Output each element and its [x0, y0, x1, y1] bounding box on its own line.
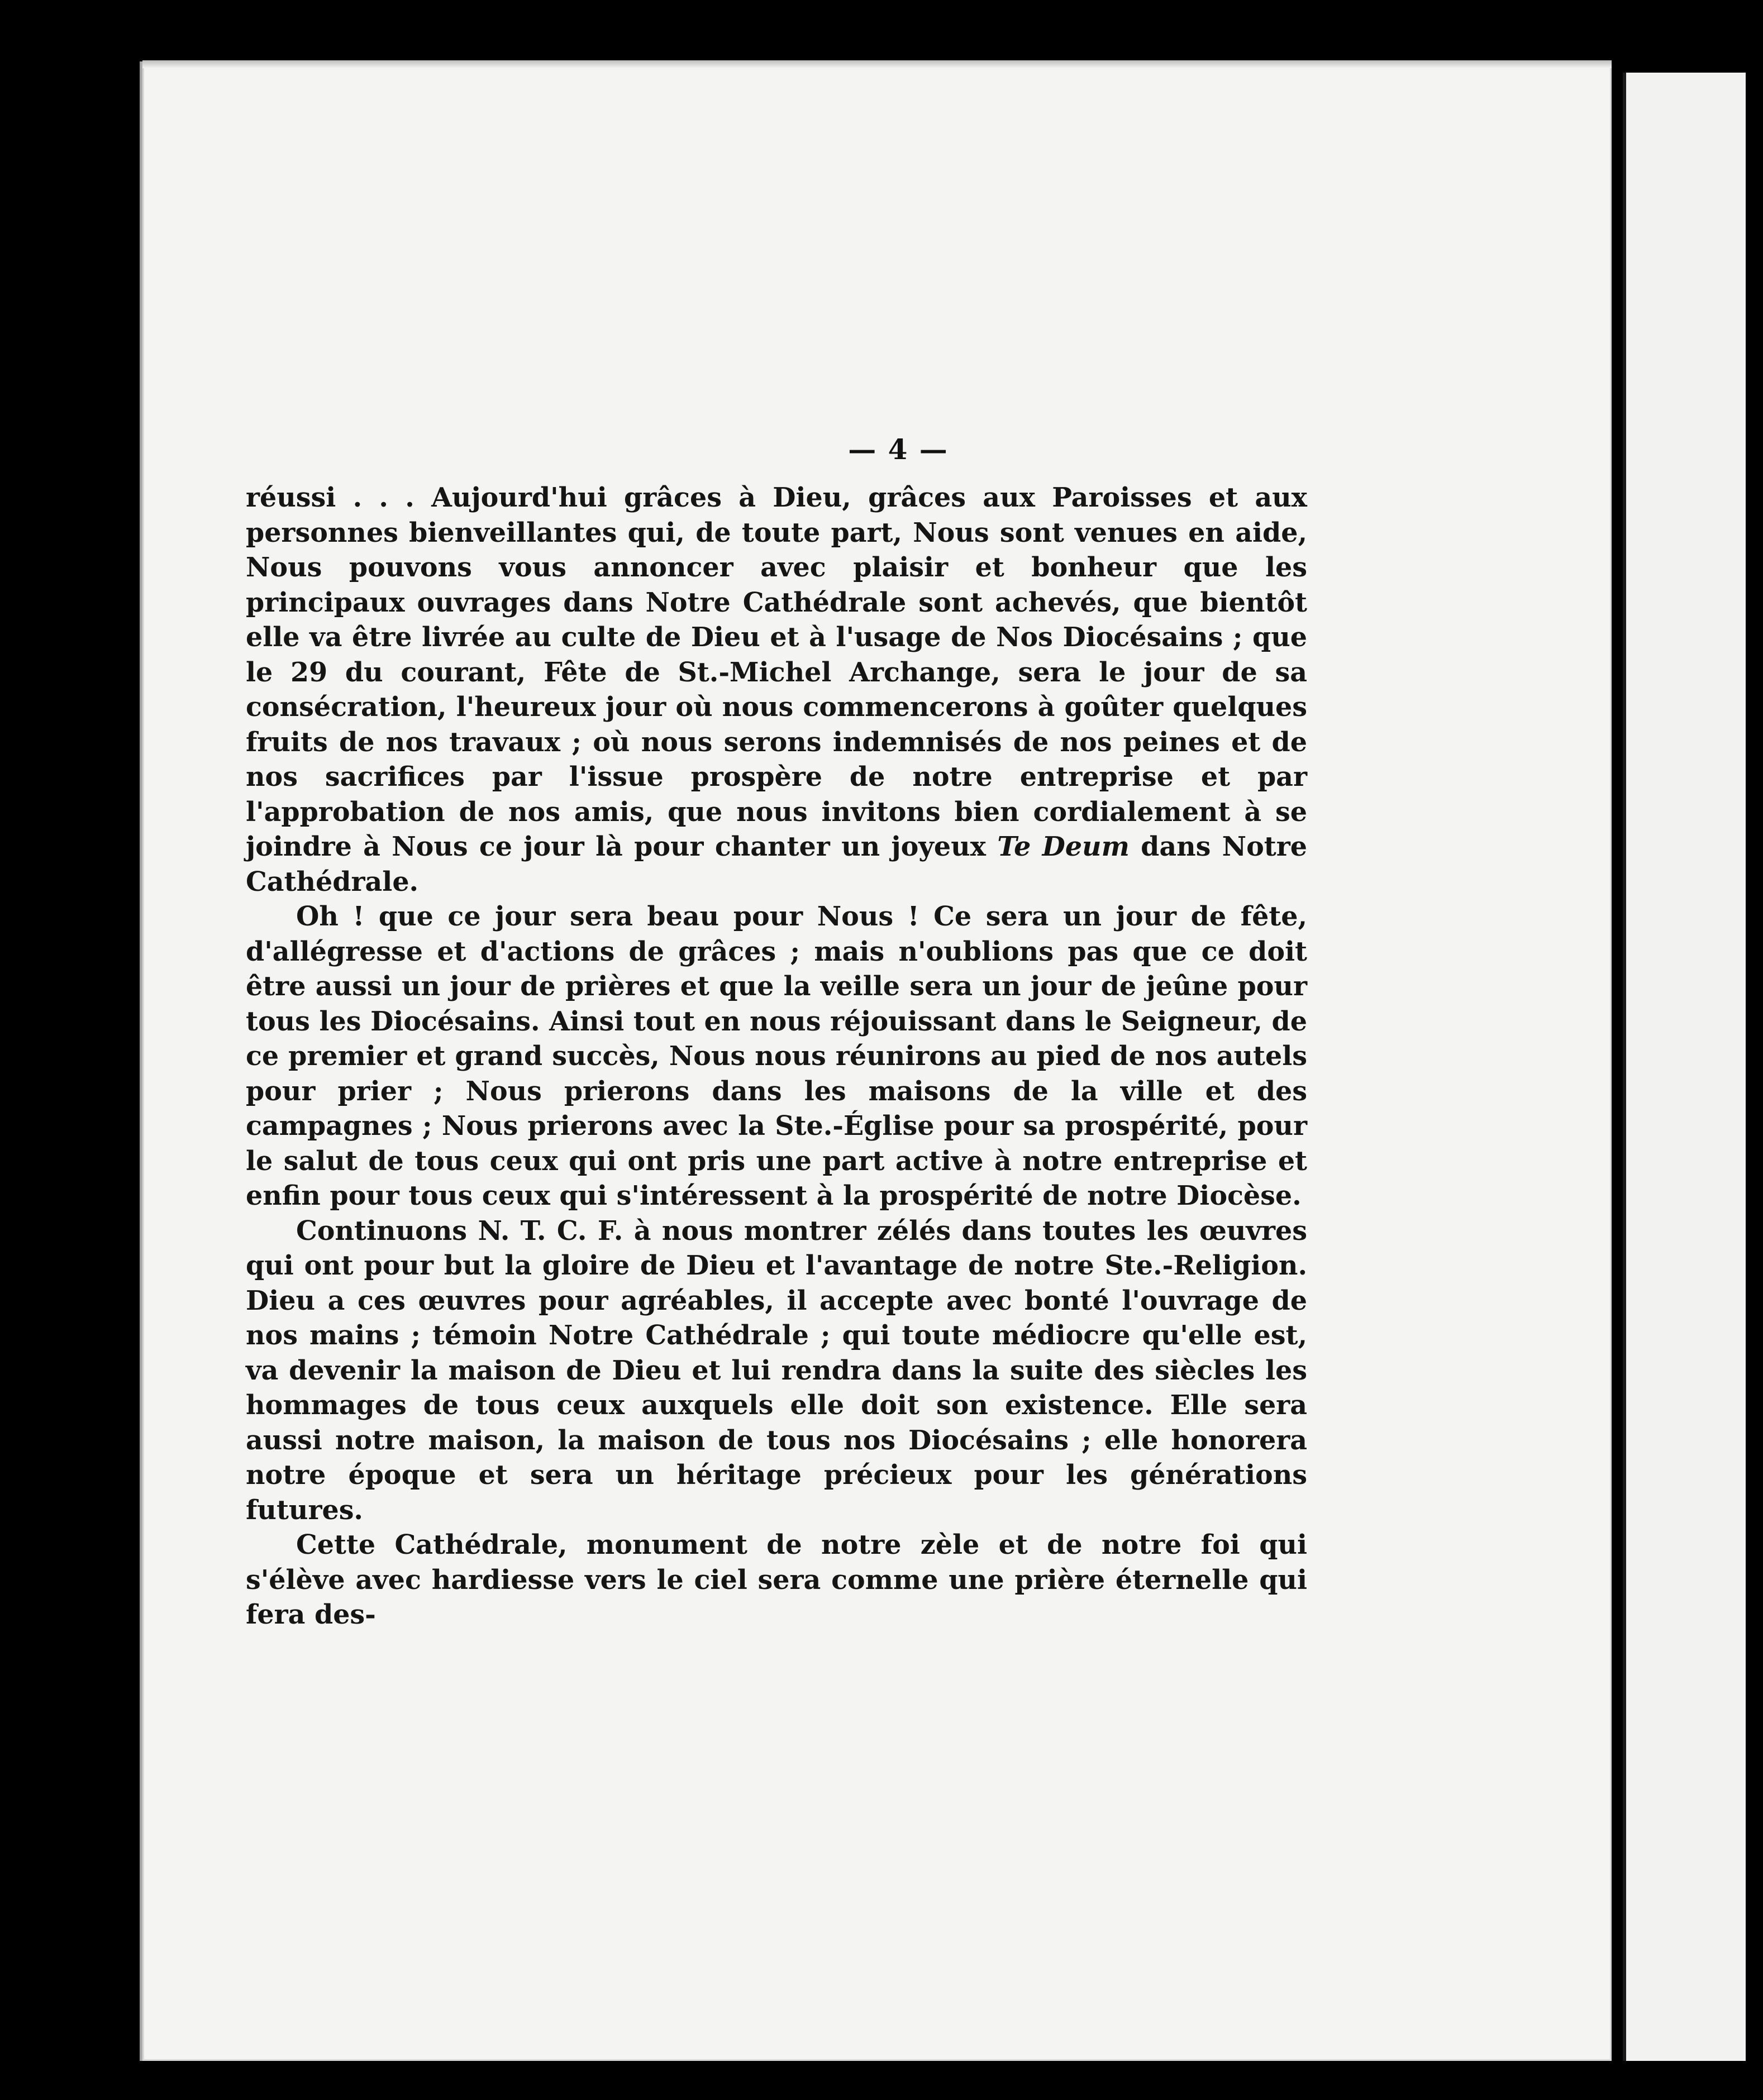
adjacent-page-strip [1623, 73, 1746, 2061]
page-number: — 4 — [848, 433, 949, 466]
body-text [246, 480, 1307, 1633]
paragraph-3: Continuons N. T. C. F. à nous montrer zélés dans toutes les œuvres qui ont pour but la gloire de Dieu et l'avantage de notre Ste.-Religion. Dieu a ces œuvres pour agréables, il accepte avec bonté l'ouvrage de nos mains ; témoin Notre Cathédrale ; qui toute médiocre qu'elle est, va devenir la maison de Dieu et lui rendra dans la suite des siècles les hommages de tous ceux auxquels elle doit son existence. Elle sera aussi notre maison, la maison de tous nos Diocésains ; elle honorera notre époque et sera un héritage précieux pour les générations futures. [246, 1215, 1307, 1526]
paragraph-1-text: réussi . . . Aujourd'hui grâces à Dieu, grâces aux Paroisses et aux personnes bienveillantes qui, de toute part, Nous sont venues en aide, Nous pouvons vous annoncer avec plaisir et bonheur que les principaux ouvrages dans Notre Cathédrale sont achevés, que bientôt elle va être livrée au culte de Dieu et à l'usage de Nos Diocésains ; que le 29 du courant, Fête de St.-Michel Archange, sera le jour de sa consécration, l'heureux jour où nous commencerons à goûter quelques fruits de nos travaux ; où nous serons indemnisés de nos peines et de nos sacrifices par l'issue prospère de notre entreprise et par l'approbation de nos amis, que nous invitons bien cordialement à se joindre à Nous ce jour là pour chanter un joyeux [246, 482, 1307, 862]
paragraph-4: Cette Cathédrale, monument de notre zèle et de notre foi qui s'élève avec hardiesse vers le ciel sera comme une prière éternelle qui fera des- [246, 1529, 1307, 1630]
page-top-edge [142, 60, 1612, 68]
paragraph-2: Oh ! que ce jour sera beau pour Nous ! Ce sera un jour de fête, d'allégresse et d'actions de grâces ; mais n'oublions pas que ce doit être aussi un jour de prières et que la veille sera un jour de jeûne pour tous les Diocésains. Ainsi tout en nous réjouissant dans le Seigneur, de ce premier et grand succès, Nous nous réunirons au pied de nos autels pour prier ; Nous prierons dans les maisons de la ville et des campagnes ; Nous prierons avec la Ste.-Église pour sa prospérité, pour le salut de tous ceux qui ont pris une part active à notre entreprise et enfin pour tous ceux qui s'intéressent à la prospérité de notre Diocèse. [246, 901, 1307, 1211]
page-gutter-line [1623, 73, 1626, 2061]
paragraph-1-end: dans Notre Cathédrale. [246, 831, 1307, 898]
paragraph-1 [246, 480, 1307, 899]
te-deum-italic: Te Deum [997, 831, 1130, 862]
